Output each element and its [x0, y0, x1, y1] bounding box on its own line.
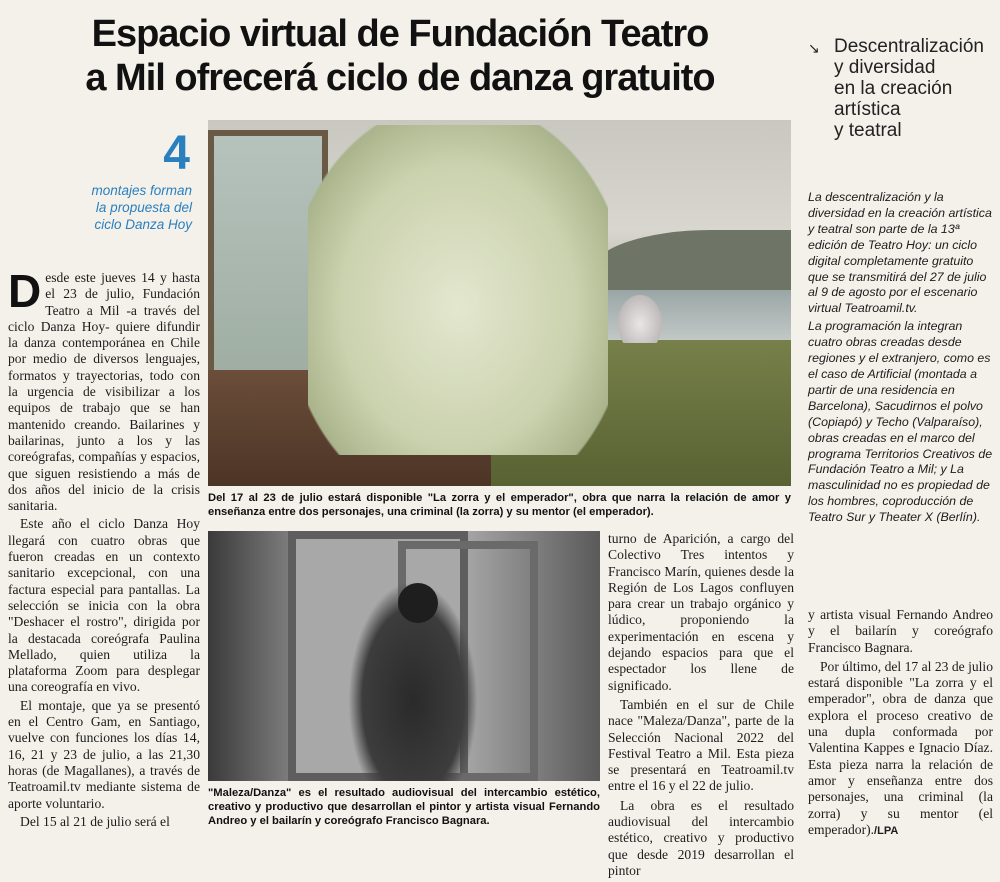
article-column-1: [8, 265, 200, 832]
headline-line-2: a Mil ofrecerá ciclo de danza gratuito: [85, 57, 715, 99]
photo-dancer-dress-shape: [308, 125, 608, 455]
article-paragraph: y artista visual Fernando Andreo y el bailarín y coreógrafo Francisco Bagnara.: [808, 607, 993, 655]
sidebar-paragraph: La descentralización y la diversidad en la creación artística y teatral son parte de la 13ª edición de Teatro Hoy: un ciclo digital completamente gratuito que se transmitirá del 27 de julio al 9 de agosto por el escenario virtual Teatroamil.tv.: [808, 190, 992, 316]
sidebar-body: [808, 190, 993, 528]
photo-caption-1: Del 17 al 23 de julio estará disponible "La zorra y el emperador", obra que narra la relación de amor y enseñanza entre dos personajes, una criminal (la zorra) y su mentor (el emperador).: [208, 492, 791, 518]
photo-la-zorra-y-el-emperador: [208, 120, 791, 486]
article-paragraph: turno de Aparición, a cargo del Colectivo Tres intentos y Francisco Marín, quienes desde la Región de Los Lagos confluyen para crear un trabajo orgánico y lúdico, proponiendo la experimentación en escena y dejando espacios para que el espectador los llene de significado.: [608, 531, 794, 693]
sidebar-title-line: y teatral: [834, 120, 902, 141]
sidebar-title-line: artística: [834, 99, 901, 120]
article-paragraph: [8, 265, 200, 514]
drop-cap: D: [8, 265, 42, 317]
photo-distant-dancer-shape: [618, 295, 662, 343]
article-paragraph: También en el sur de Chile nace "Maleza/Danza", parte de la Selección Nacional 2022 del Festival Teatro a Mil. Esta pieza se presentará en Teatroamil.tv entre el 16 y el 22 de julio.: [608, 696, 794, 794]
headline-line-1: Espacio virtual de Fundación Teatro: [91, 13, 709, 55]
stat-caption-line: la propuesta del: [95, 200, 192, 215]
author-signoff: /LPA: [874, 824, 899, 837]
article-column-3: [808, 607, 993, 842]
stat-caption: [62, 182, 192, 233]
article-paragraph: [808, 659, 993, 839]
arrow-down-right-icon: ↘: [808, 40, 820, 56]
sidebar-paragraph: La programación la integran cuatro obras creadas desde regiones y el extranjero, como es el caso de Artificial (montada a partir de una residencia en Barcelona), Sacudirnos el polvo (Copiapó) y Techo (Valparaíso), obras creadas en el marco del programa Territorios Creativos de Fundación Teatro a Mil; y La masculinidad no es propiedad de los hombres, coproducción de Teatro Sur y Theater X (Berlín).: [808, 319, 993, 525]
stat-number: 4: [163, 127, 190, 180]
photo-dancer-head-shape: [398, 583, 438, 623]
sidebar-title-line: y diversidad: [834, 57, 936, 78]
article-paragraph: Este año el ciclo Danza Hoy llegará con cuatro obras que fueron creadas en un contexto sanitario excepcional, con una factura especial para pantallas. La selección se inicia con la obra "Deshacer el rostro", dirigida por la destacada coreógrafa Paulina Mellado, quien utiliza la plataforma Zoom para desplegar una coreografía en vivo.: [8, 516, 200, 695]
sidebar-title-line: Descentralización: [834, 36, 984, 57]
article-paragraph: Del 15 al 21 de julio será el: [20, 813, 170, 829]
article-paragraph-text: esde este jueves 14 y hasta el 23 de julio, Fundación Teatro a Mil -a través del ciclo Danza Hoy- quiere difundir la danza contemporánea en Chile por medio de diversos lenguajes, formatos y trayectorias, todo con la urgencia de visibilizar a los equipos de trabajo que se han mantenido creando. Bailarines y bailarinas, junto a los y las coreógrafas, compañías y espacios, que siguen resistiendo a más de dos años del inicio de la crisis sanitaria.: [8, 270, 200, 514]
sidebar-title-line: en la creación: [834, 78, 953, 99]
sidebar-title: [808, 36, 993, 141]
article-paragraph-text: Por último, del 17 al 23 de julio estará disponible "La zorra y el emperador", obra de danza que explora el proceso creativo de una dupla conformada por Valentina Kappes e Ignacio Díaz. Esta pieza narra la relación de amor y enseñanza entre dos personajes, una criminal (la zorra) y su mentor (el emperador).: [808, 658, 993, 837]
stat-caption-line: montajes forman: [91, 183, 192, 198]
article-paragraph: El montaje, que ya se presentó en el Centro Gam, en Santiago, vuelve con funciones los días 14, 16, 21 y 23 de julio, a las 21,30 horas (de Magallanes), a través de Teatroamil.tv mediante sistema de aporte voluntario.: [8, 697, 200, 811]
headline: [20, 12, 780, 100]
photo-caption-2: "Maleza/Danza" es el resultado audiovisual del intercambio estético, creativo y productivo que desarrollan el pintor y artista visual Fernando Andreo y el bailarín y coreógrafo Francisco Bagnara.: [208, 787, 600, 827]
article-paragraph: La obra es el resultado audiovisual del intercambio estético, creativo y productivo que desde 2019 desarrollan el pintor: [608, 797, 794, 878]
article-column-2: [608, 531, 794, 882]
photo-maleza-danza: [208, 531, 600, 781]
stat-caption-line: ciclo Danza Hoy: [94, 217, 192, 232]
